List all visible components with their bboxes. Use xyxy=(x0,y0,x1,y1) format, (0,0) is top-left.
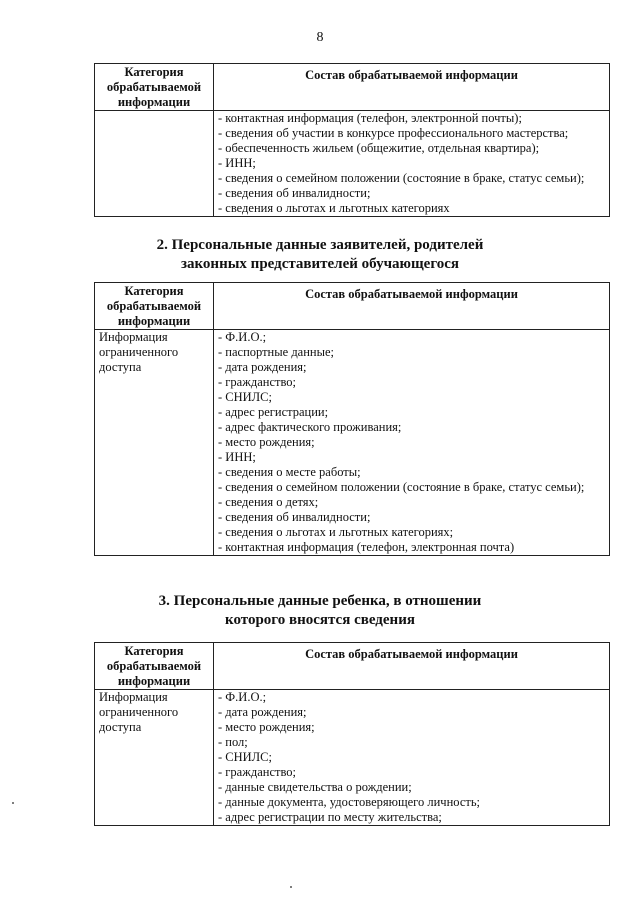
header-composition: Состав обрабатываемой информации xyxy=(214,64,610,111)
list-item: - сведения о детях; xyxy=(218,495,319,509)
list-item: - СНИЛС; xyxy=(218,750,272,764)
list-item: - сведения о льготах и льготных категориях; xyxy=(218,525,454,539)
category-line: Информация xyxy=(99,330,168,344)
section-2-title xyxy=(0,236,640,274)
list-item: - адрес регистрации по месту жительства; xyxy=(218,810,442,824)
header-category-line: информации xyxy=(117,674,191,688)
composition-list xyxy=(214,111,610,217)
table-header-row xyxy=(95,643,610,690)
list-item: - сведения об инвалидности; xyxy=(218,510,371,524)
header-category-line: обрабатываемой xyxy=(106,299,202,313)
table-row xyxy=(95,330,610,556)
header-category-line: Категория xyxy=(124,284,184,298)
table-row xyxy=(95,690,610,826)
list-item: - ИНН; xyxy=(218,156,256,170)
category-line: Информация xyxy=(99,690,168,704)
list-item: - дата рождения; xyxy=(218,705,307,719)
list-item: - место рождения; xyxy=(218,435,315,449)
category-cell xyxy=(95,690,214,826)
scan-speck xyxy=(290,886,292,888)
list-item: - место рождения; xyxy=(218,720,315,734)
table-header-row xyxy=(95,283,610,330)
category-cell xyxy=(95,330,214,556)
header-category-line: обрабатываемой xyxy=(106,80,202,94)
header-category-line: Категория xyxy=(124,65,184,79)
list-item: - СНИЛС; xyxy=(218,390,272,404)
category-line: доступа xyxy=(99,720,142,734)
list-item: - контактная информация (телефон, электронной почты); xyxy=(218,111,522,125)
header-composition: Состав обрабатываемой информации xyxy=(214,643,610,690)
list-item: - пол; xyxy=(218,735,248,749)
list-item: - паспортные данные; xyxy=(218,345,335,359)
list-item: - сведения о месте работы; xyxy=(218,465,361,479)
list-item: - гражданство; xyxy=(218,765,296,779)
composition-list xyxy=(214,330,610,556)
list-item: - сведения о семейном положении (состояние в браке, статус семьи); xyxy=(218,480,585,494)
table-child-data xyxy=(94,642,610,826)
header-category xyxy=(95,64,214,111)
list-item: - ИНН; xyxy=(218,450,256,464)
list-item: - Ф.И.О.; xyxy=(218,690,267,704)
category-line: ограниченного xyxy=(99,705,179,719)
list-item: - сведения о льготах и льготных категориях xyxy=(218,201,450,215)
category-line: доступа xyxy=(99,360,142,374)
page-number: 8 xyxy=(316,30,324,45)
header-category xyxy=(95,643,214,690)
list-item: - адрес фактического проживания; xyxy=(218,420,402,434)
header-composition: Состав обрабатываемой информации xyxy=(214,283,610,330)
section-title-line: 3. Персональные данные ребенка, в отношении xyxy=(158,593,482,609)
header-category-line: обрабатываемой xyxy=(106,659,202,673)
section-title-line: законных представителей обучающегося xyxy=(180,256,460,272)
list-item: - обеспеченность жильем (общежитие, отдельная квартира); xyxy=(218,141,540,155)
list-item: - дата рождения; xyxy=(218,360,307,374)
header-category-line: Категория xyxy=(124,644,184,658)
section-3-title xyxy=(0,592,640,630)
list-item: - гражданство; xyxy=(218,375,296,389)
category-line: ограниченного xyxy=(99,345,179,359)
section-title-line: которого вносятся сведения xyxy=(225,612,415,628)
category-cell xyxy=(95,111,214,217)
table-header-row xyxy=(95,64,610,111)
list-item: - сведения о семейном положении (состояние в браке, статус семьи); xyxy=(218,171,585,185)
scan-speck xyxy=(12,802,14,804)
list-item: - данные свидетельства о рождении; xyxy=(218,780,412,794)
header-category xyxy=(95,283,214,330)
list-item: - адрес регистрации; xyxy=(218,405,329,419)
header-category-line: информации xyxy=(117,95,191,109)
composition-list xyxy=(214,690,610,826)
list-item: - сведения об инвалидности; xyxy=(218,186,371,200)
table-row xyxy=(95,111,610,217)
section-title-line: 2. Персональные данные заявителей, родителей xyxy=(156,237,484,253)
table-continued-info xyxy=(94,63,610,217)
header-category-line: информации xyxy=(117,314,191,328)
table-applicants-data xyxy=(94,282,610,556)
list-item: - данные документа, удостоверяющего личность; xyxy=(218,795,481,809)
list-item: - контактная информация (телефон, электронная почта) xyxy=(218,540,515,554)
list-item: - Ф.И.О.; xyxy=(218,330,267,344)
list-item: - сведения об участии в конкурсе профессионального мастерства; xyxy=(218,126,569,140)
